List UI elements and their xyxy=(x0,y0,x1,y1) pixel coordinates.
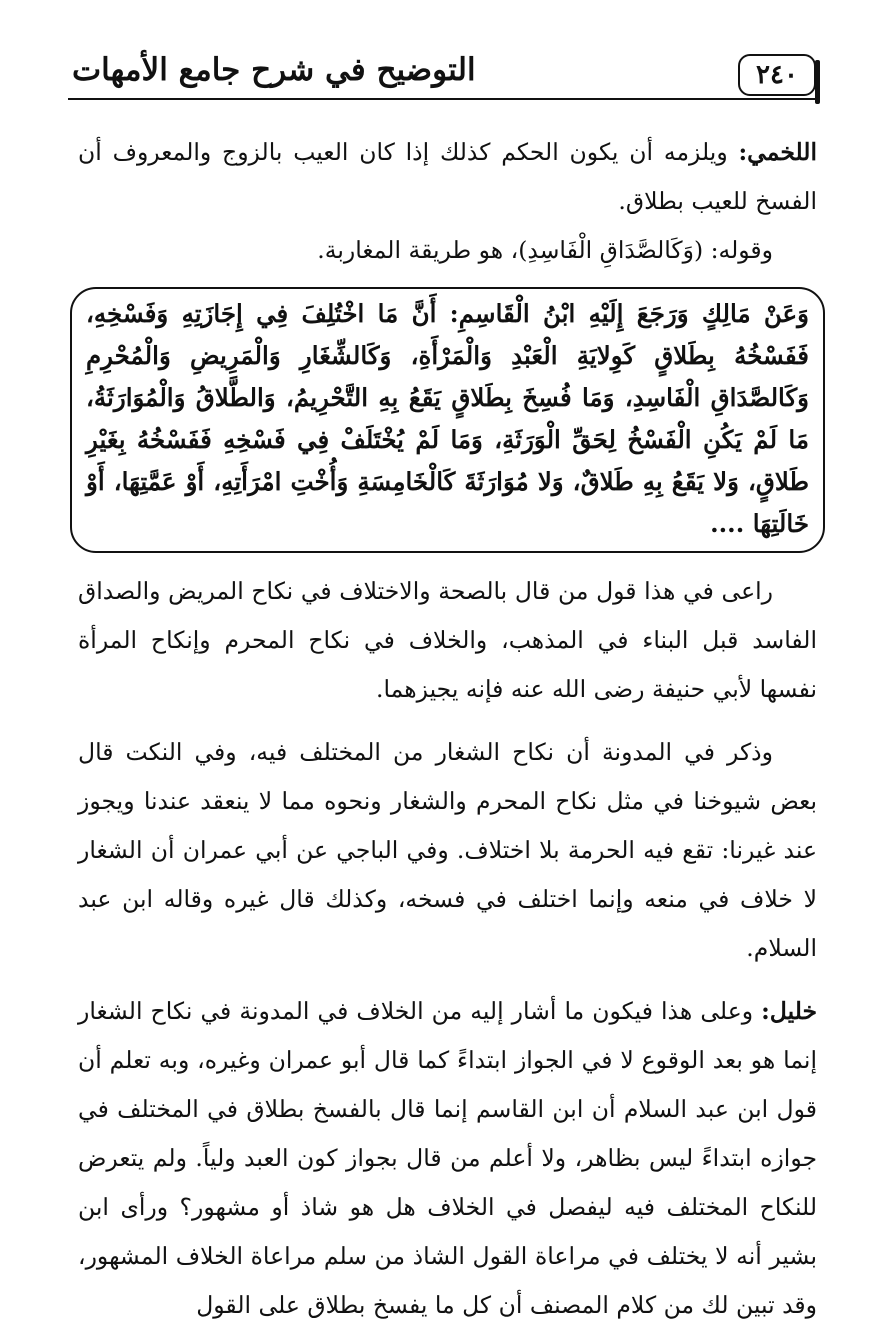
speaker-label: اللخمي: xyxy=(738,138,817,166)
paragraph-lakhmi xyxy=(78,128,817,226)
paragraph-gap xyxy=(78,714,817,728)
paragraph-gap xyxy=(78,973,817,987)
paragraph-commentary: راعى في هذا قول من قال بالصحة والاختلاف في نكاح المريض والصداق الفاسد قبل البناء في المذهب، والخلاف في نكاح المحرم وإنكاح المرأة نفسها لأبي حنيفة رضى الله عنه فإنه يجيزهما. xyxy=(78,577,817,703)
page-number xyxy=(738,54,816,96)
paragraph-commentary-intro: وقوله: (وَكَالصَّدَاقِ الْفَاسِدِ)، هو طريقة المغاربة. xyxy=(317,236,773,264)
matn-quote-text: وَعَنْ مَالِكٍ وَرَجَعَ إِلَيْهِ ابْنُ الْقَاسِمِ: أَنَّ مَا اخْتُلِفَ فِي إِجَازَتِهِ وَفَسْخِهِ، فَفَسْخُهُ بِطَلاقٍ كَوِلايَةِ الْعَبْدِ وَالْمَرْأَةِ، وَكَالشِّغَارِ وَالْمَرِيضِ وَالْمُحْرِمِ وَكَالصَّدَاقِ الْفَاسِدِ، وَمَا فُسِخَ بِطَلاقٍ يَقَعُ بِهِ التَّحْرِيمُ، وَالطَّلاقُ وَالْمُوَارَثَةُ، مَا لَمْ يَكُنِ الْفَسْخُ لِحَقِّ الْوَرَثَةِ، وَمَا لَمْ يُخْتَلَفْ فِي فَسْخِهِ فَفَسْخُهُ بِغَيْرِ طَلاقٍ، وَلا يَقَعُ بِهِ طَلاقٌ، وَلا مُوَارَثَةَ كَالْخَامِسَةِ وَأُخْتِ امْرَأَتِهِ، أَوْ عَمَّتِهَا، أَوْ خَالَتِهَا .... xyxy=(86,299,809,538)
header-divider xyxy=(68,98,816,100)
matn-quote-box xyxy=(70,287,825,553)
page-number-text: ٢٤٠ xyxy=(756,60,798,90)
paragraph-mudawwana: وذكر في المدونة أن نكاح الشغار من المختلف فيه، وفي النكت قال بعض شيوخنا في مثل نكاح المحرم والشغار ونحوه مما لا ينعقد عندنا ويجوز عند غيرنا: تقع فيه الحرمة بلا اختلاف. وفي الباجي عن أبي عمران أن الشغار لا خلاف في منعه وإنما اختلف في فسخه، وكذلك قال غيره وقاله ابن عبد السلام. xyxy=(78,738,817,962)
book-title: التوضيح في شرح جامع الأمهات xyxy=(72,52,476,88)
page-header xyxy=(68,48,816,106)
page-body xyxy=(78,128,817,1330)
paragraph-khalil xyxy=(78,987,817,1330)
speaker-label: خليل: xyxy=(761,997,817,1025)
paragraph-text: وعلى هذا فيكون ما أشار إليه من الخلاف في المدونة في نكاح الشغار إنما هو بعد الوقوع لا في الجواز ابتداءً كما قال أبو عمران وغيره، وبه تعلم أن قول ابن عبد السلام أن ابن القاسم إنما قال بالفسخ بطلاق في المختلف في جوازه ابتداءً ليس بظاهر، ولا أعلم من قال بجواز كون العبد ولياً. ولم يتعرض للنكاح المختلف فيه ليفصل في الخلاف هل هو شاذ أو مشهور؟ ورأى ابن بشير أنه لا يختلف في مراعاة القول الشاذ من سلم مراعاة الخلاف المشهور، وقد تبين لك من كلام المصنف أن كل ما يفسخ بطلاق على القول xyxy=(78,997,817,1319)
paragraph-text: ويلزمه أن يكون الحكم كذلك إذا كان العيب بالزوج والمعروف أن الفسخ للعيب بطلاق. xyxy=(78,138,817,215)
